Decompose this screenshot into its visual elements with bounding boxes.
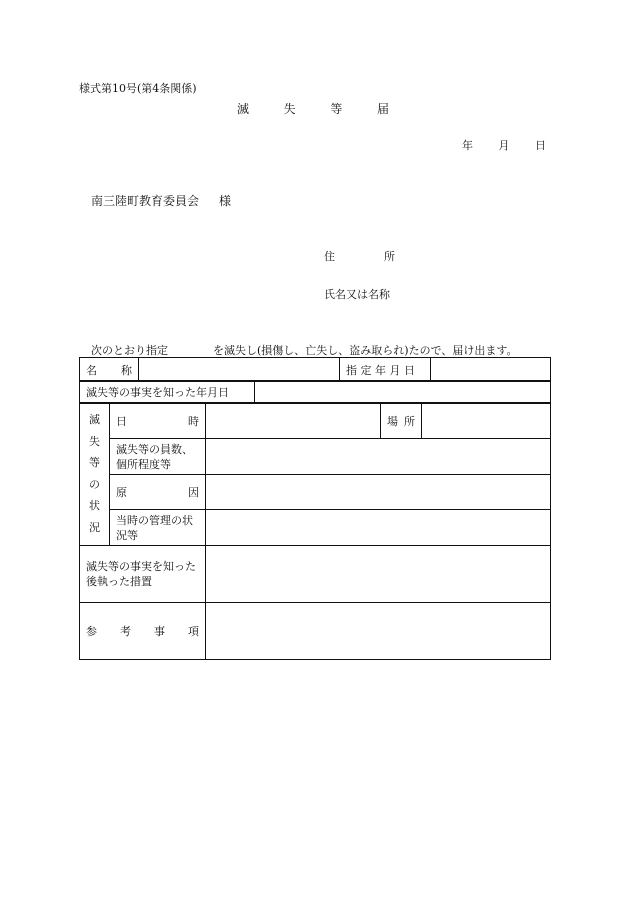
applicant-name-label: 氏名又は名称 (324, 288, 390, 301)
form-number: 様式第10号(第4条関係) (79, 82, 197, 95)
cause-label-char: 原 (116, 486, 127, 499)
year-label: 年 (462, 139, 473, 152)
address-label-char: 住 (324, 250, 335, 263)
place-field[interactable] (422, 403, 551, 439)
datetime-field[interactable] (206, 403, 381, 439)
staff-count-field[interactable] (206, 439, 551, 475)
place-label (387, 413, 415, 429)
form-title-char: 届 (376, 102, 389, 116)
datetime-label-char: 時 (188, 414, 199, 428)
fact-known-date-field[interactable] (255, 381, 551, 404)
recipient-name: 南三陸町教育委員会 (91, 194, 200, 208)
day-label: 日 (535, 139, 546, 152)
fact-known-date-row (79, 380, 551, 404)
loss-status-char: 滅 (89, 413, 100, 426)
management-field[interactable] (206, 510, 551, 546)
loss-status-char: 等 (89, 456, 100, 470)
form-title-char: 滅 (237, 102, 250, 116)
remarks-label-char: 項 (188, 625, 199, 638)
loss-status-label-cell (80, 403, 110, 546)
loss-status-char: 失 (89, 434, 100, 448)
designation-date-label-cell (340, 358, 431, 382)
submission-date (462, 137, 546, 153)
name-field[interactable] (139, 358, 340, 382)
cause-label (116, 484, 199, 500)
place-label-cell (381, 403, 422, 439)
loss-details-table (79, 402, 551, 660)
remarks-field[interactable] (206, 603, 551, 660)
name-label-char: 名 (86, 363, 97, 377)
form-title-char: 失 (283, 102, 296, 116)
cause-label-char: 因 (188, 486, 199, 499)
statement-after: を滅失し(損傷し、亡失し、盗み取られ)たので、届け出ます。 (213, 344, 518, 357)
cause-label-cell (110, 475, 206, 510)
measures-label-cell (80, 546, 206, 603)
form-title-char: 等 (330, 102, 343, 116)
recipient-honorific: 様 (219, 194, 232, 208)
remarks-label-char: 考 (120, 625, 131, 638)
month-label: 月 (498, 139, 510, 152)
datetime-label-char: 日 (116, 414, 127, 428)
property-name-row (79, 357, 551, 382)
statement-before: 次のとおり指定 (91, 344, 168, 357)
datetime-label (116, 413, 199, 429)
loss-status-char: の (89, 477, 100, 491)
name-label-char: 称 (121, 363, 132, 377)
measures-field[interactable] (206, 546, 551, 603)
name-label-cell (80, 358, 139, 382)
loss-status-char: 況 (89, 520, 100, 534)
fact-known-date-label-cell (80, 381, 255, 404)
staff-count-label: 滅失等の員数、個所程度等 (116, 442, 193, 471)
loss-status-char: 状 (89, 499, 100, 513)
cause-field[interactable] (206, 475, 551, 510)
statement (91, 342, 517, 358)
remarks-label-char: 事 (154, 625, 165, 638)
name-label (86, 362, 132, 378)
remarks-label-cell (80, 603, 206, 660)
datetime-label-cell (110, 403, 206, 439)
management-label-cell (110, 510, 206, 546)
staff-count-label-cell (110, 439, 206, 475)
measures-label: 滅失等の事実を知った後執った措置 (86, 560, 196, 588)
management-label: 当時の管理の状況等 (116, 513, 193, 542)
designation-date-label: 指 定 年 月 日 (346, 363, 415, 377)
designation-date-field[interactable] (431, 358, 551, 382)
form-title (237, 100, 389, 117)
address-label (324, 248, 395, 264)
remarks-label-char: 参 (86, 625, 97, 638)
fact-known-date-label: 滅失等の事実を知った年月日 (86, 386, 229, 399)
remarks-label (86, 623, 199, 639)
address-label-char: 所 (384, 250, 395, 263)
place-label-char: 所 (404, 414, 415, 428)
loss-status-label (80, 414, 109, 534)
place-label-char: 場 (387, 414, 398, 428)
